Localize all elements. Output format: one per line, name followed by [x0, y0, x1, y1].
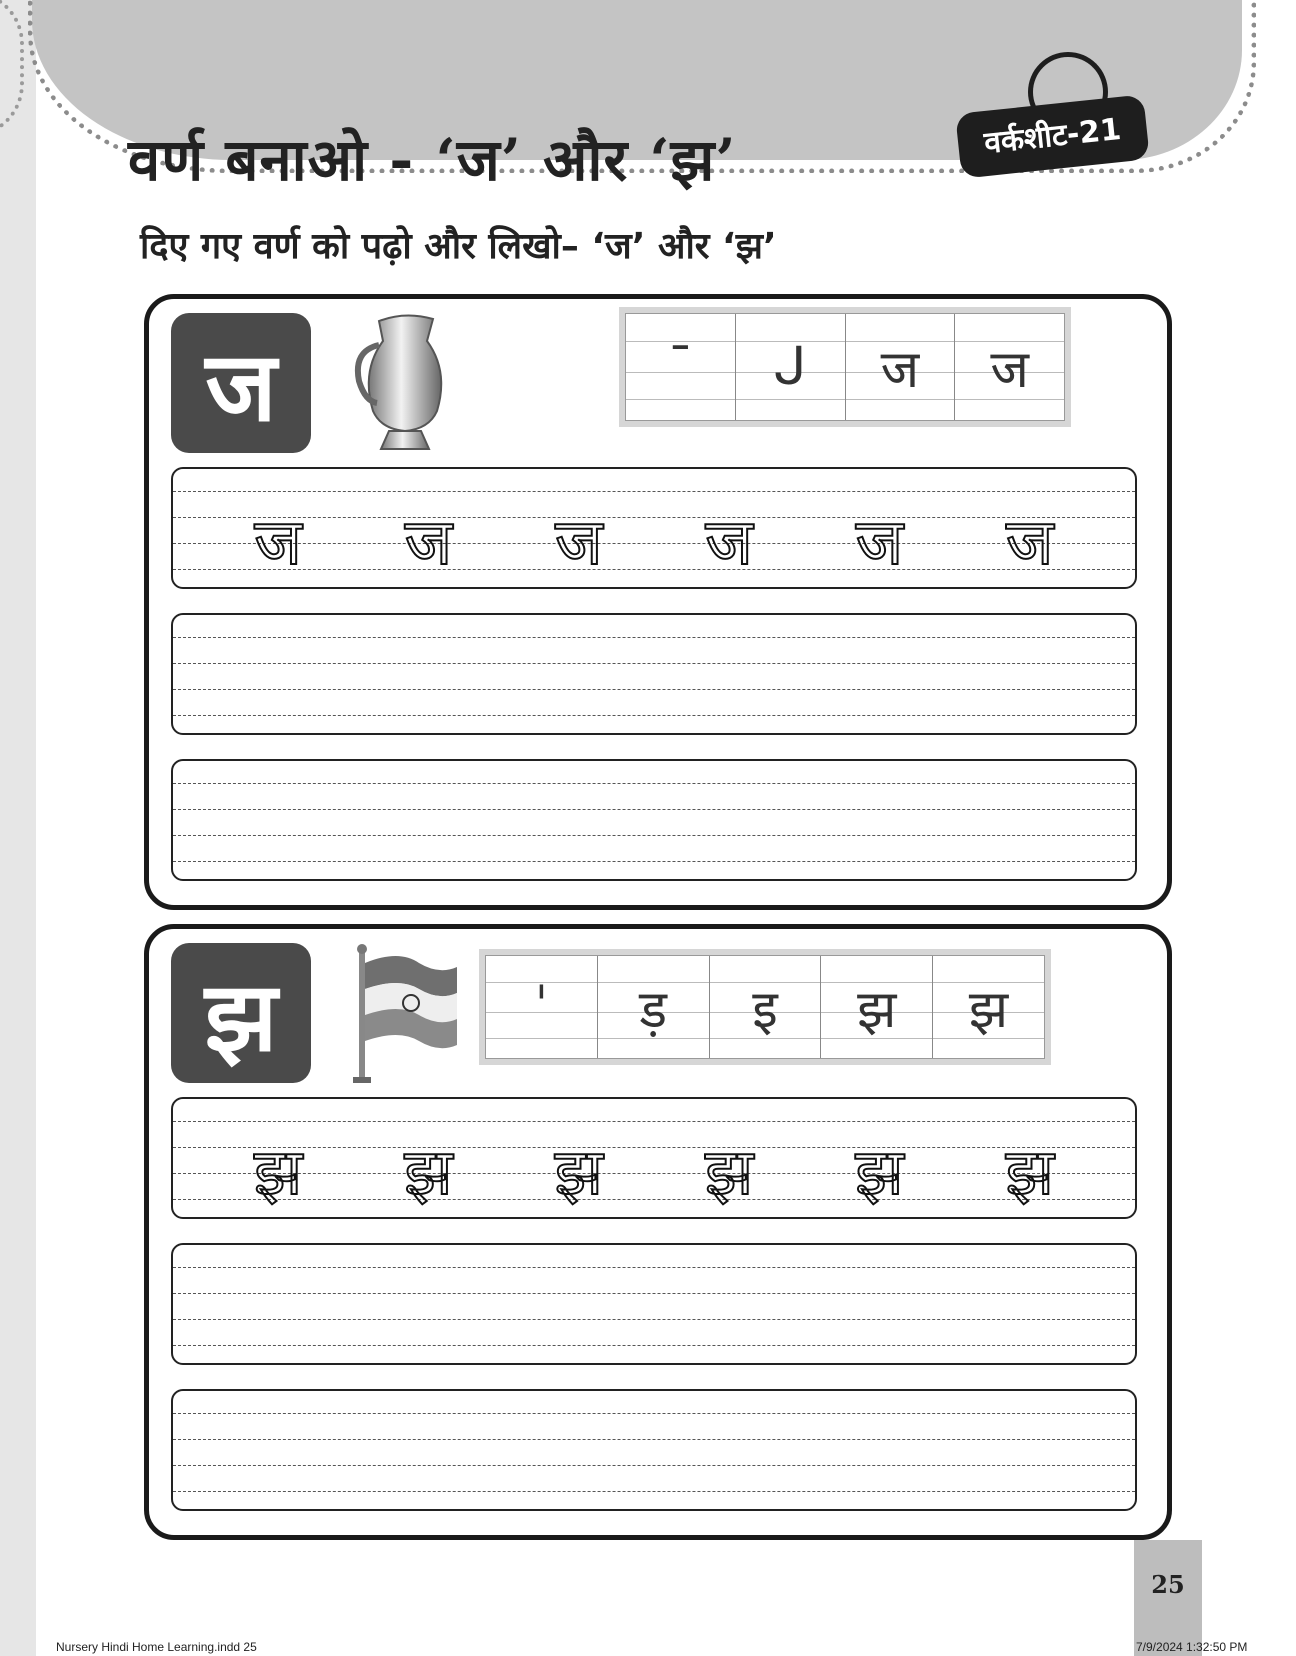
- stroke-order-guide: [619, 307, 1071, 427]
- trace-row[interactable]: [171, 467, 1137, 589]
- letter-section-jha: [144, 924, 1172, 1540]
- trace-letter: झ: [1005, 1135, 1054, 1210]
- stroke-glyph: ज: [990, 339, 1029, 400]
- stroke-step: [736, 314, 846, 420]
- stroke-order-guide: [479, 949, 1051, 1065]
- page-number: 25: [1151, 1570, 1185, 1599]
- stroke-glyph: इ: [752, 979, 778, 1040]
- stroke-step: [955, 314, 1064, 420]
- trace-letter: ज: [404, 505, 453, 580]
- stroke-step: [933, 956, 1044, 1058]
- writing-row[interactable]: [171, 1389, 1137, 1511]
- writing-row[interactable]: [171, 613, 1137, 735]
- trace-letter: झ: [704, 1135, 754, 1210]
- writing-row[interactable]: [171, 1243, 1137, 1365]
- trace-letter: झ: [554, 1135, 604, 1210]
- trace-letter: ज: [855, 505, 904, 580]
- writing-row[interactable]: [171, 759, 1137, 881]
- trace-letter: झ: [855, 1135, 904, 1210]
- footer-timestamp: 7/9/2024 1:32:50 PM: [1136, 1640, 1248, 1654]
- stroke-glyph: ज: [880, 339, 920, 400]
- left-margin-strip: [0, 0, 36, 1656]
- jug-icon: [349, 311, 461, 457]
- trace-letter: ज: [254, 505, 302, 580]
- stroke-glyph: ड़: [639, 979, 668, 1040]
- letter-card: ज: [171, 313, 311, 453]
- stroke-glyph: झ: [968, 979, 1009, 1040]
- stroke-glyph: ᒍ: [773, 337, 807, 397]
- trace-letter: ज: [705, 505, 753, 580]
- trace-letter: झ: [404, 1135, 453, 1210]
- letter-card: झ: [171, 943, 311, 1083]
- trace-letters: [173, 1121, 1135, 1217]
- trace-letter: झ: [253, 1135, 303, 1210]
- stroke-step: [598, 956, 710, 1058]
- trace-letter: ज: [555, 505, 603, 580]
- trace-letters: [173, 491, 1135, 587]
- page-title: वर्ण बनाओ - ‘ज’ और ‘झ’: [128, 126, 737, 194]
- footer-file-name: Nursery Hindi Home Learning.indd 25: [56, 1640, 257, 1654]
- trace-row[interactable]: [171, 1097, 1137, 1219]
- worksheet-tag: वर्कशीट-21: [955, 94, 1150, 178]
- stroke-step: [486, 956, 598, 1058]
- instruction-text: दिए गए वर्ण को पढ़ो और लिखो– ‘ज’ और ‘झ’: [140, 226, 777, 267]
- stroke-step: [626, 314, 736, 420]
- stroke-glyph: ¯: [667, 337, 694, 397]
- stroke-step: [846, 314, 956, 420]
- stroke-step: [821, 956, 933, 1058]
- trace-letter: ज: [1006, 505, 1054, 580]
- flag-icon: [349, 941, 461, 1087]
- letter-section-ja: [144, 294, 1172, 910]
- stroke-glyph: ˈ: [534, 977, 549, 1037]
- stroke-glyph: झ: [857, 979, 897, 1040]
- stroke-step: [710, 956, 822, 1058]
